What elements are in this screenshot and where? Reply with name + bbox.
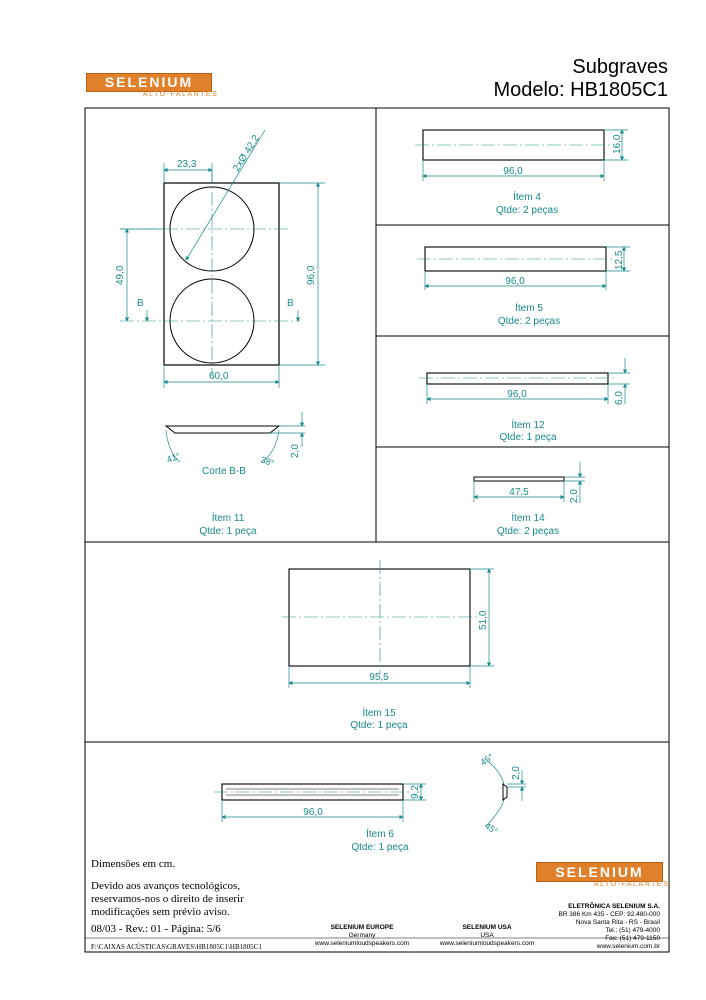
item-15-drawing — [282, 560, 494, 731]
item-5-dim-height: 12,5 — [614, 250, 625, 270]
item-5-dim-width: 96,0 — [505, 276, 525, 287]
disclaimer-line-3: modificações sem prévio aviso. — [91, 906, 230, 918]
usa-name: SELENIUM USA — [462, 924, 512, 931]
item-11-dim-bottom: 60,0 — [209, 371, 229, 382]
item-4-qty: Qtde: 2 peças — [495, 205, 559, 216]
item-6-dim-height: 9,2 — [410, 785, 421, 799]
selenium-logo-footer: SELENIUM — [536, 862, 663, 882]
item-14-label: Ítem 14 — [511, 513, 545, 524]
file-path: F:\CAIXAS ACÚSTICAS\GRAVES\HB1805C1\HB1805C1 — [91, 943, 262, 951]
usa-site: www.seleniumloudspeakers.com — [439, 940, 535, 947]
disclaimer-line-2: reservamos-nos o direito de inserir — [91, 893, 244, 905]
item-11-section-label: Corte B-B — [202, 466, 246, 477]
item-11-dim-left: 49,0 — [115, 265, 126, 285]
item-6-angle-bottom: 45° — [482, 820, 500, 837]
sheet-frame — [85, 108, 669, 952]
item-11-section-mark-left: B — [137, 298, 144, 309]
item-12-qty: Qtde: 1 peça — [499, 432, 557, 443]
selenium-logo: SELENIUM — [86, 73, 212, 92]
item-12-dim-width: 96,0 — [507, 389, 527, 400]
item-14-dim-width: 47,5 — [509, 487, 529, 498]
item-11-section-profile — [166, 426, 279, 433]
item-14-qty: Qtde: 2 peças — [496, 526, 560, 537]
item-5-drawing — [417, 247, 630, 327]
item-11-label: Ítem 11 — [211, 513, 245, 524]
item-15-dim-width: 95,5 — [369, 672, 389, 683]
title-line-1: Subgraves — [572, 56, 668, 78]
company-address-2: Nova Santa Rita - RS - Brasil — [575, 919, 660, 926]
item-6-drawing — [214, 751, 526, 853]
item-5-qty: Qtde: 2 peças — [497, 316, 561, 327]
europe-name: SELENIUM EUROPE — [330, 924, 394, 931]
item-5-label: Ítem 5 — [515, 303, 543, 314]
item-14-dim-height: 2,0 — [569, 489, 580, 503]
item-6-qty: Qtde: 1 peça — [351, 842, 409, 853]
europe-country: Germany — [348, 932, 376, 939]
usa-block — [422, 924, 552, 948]
item-12-dim-height: 6,0 — [614, 391, 625, 405]
company-fax: Fax: (51) 479-1150 — [605, 935, 660, 942]
company-name: ELETRÔNICA SELENIUM S.A. — [568, 903, 660, 910]
item-11-section-mark-right: B — [287, 298, 294, 309]
item-15-dim-height: 51,0 — [478, 610, 489, 630]
item-4-label: Ítem 4 — [513, 192, 541, 203]
item-11-dim-diameter: 2xØ 42,2 — [231, 133, 263, 174]
logo-subtitle: ALTO-FALANTES — [143, 91, 219, 98]
company-phone: Tel.: (51) 479-4000 — [605, 927, 660, 934]
usa-country: USA — [480, 932, 494, 939]
item-6-dim-thickness: 2,0 — [511, 766, 522, 780]
item-15-label: Ítem 15 — [362, 708, 396, 719]
item-11-angle-left: 41° — [165, 450, 182, 465]
item-11-panel — [164, 183, 279, 365]
item-11-dim-right: 96,0 — [306, 265, 317, 285]
item-6-profile — [503, 784, 507, 800]
company-block — [538, 903, 660, 951]
item-6-label: Ítem 6 — [366, 829, 394, 840]
item-11-angle-right: 38° — [259, 454, 276, 469]
item-15-qty: Qtde: 1 peça — [350, 720, 408, 731]
item-12-label: Ítem 12 — [511, 420, 545, 431]
item-11-drawing — [115, 130, 325, 537]
item-4-dim-width: 96,0 — [503, 166, 523, 177]
logo-subtitle-footer: ALTO-FALANTES — [594, 881, 670, 888]
item-11-section-thickness: 2,0 — [290, 444, 301, 458]
item-4-drawing — [415, 130, 628, 216]
disclaimer-line-1: Devido aos avanços tecnológicos, — [91, 880, 241, 892]
company-website: www.selenium.com.br — [596, 943, 660, 950]
item-11-qty: Qtde: 1 peça — [199, 526, 257, 537]
europe-site: www.seleniumloudspeakers.com — [314, 940, 410, 947]
item-14-drawing — [474, 462, 585, 537]
item-12-drawing — [419, 358, 630, 443]
item-6-dim-width: 96,0 — [303, 807, 323, 818]
item-6-angle-top: 45° — [478, 751, 496, 768]
item-4-dim-height: 16,0 — [612, 134, 623, 154]
item-11-dim-top: 23,3 — [177, 159, 197, 170]
title-line-2: Modelo: HB1805C1 — [493, 79, 668, 101]
revision-info: 08/03 - Rev.: 01 - Página: 5/6 — [91, 923, 221, 935]
units-note: Dimensões em cm. — [91, 858, 176, 870]
europe-block — [296, 924, 428, 948]
company-address-1: BR 386 Km 435 - CEP: 92.480-000 — [558, 911, 660, 918]
